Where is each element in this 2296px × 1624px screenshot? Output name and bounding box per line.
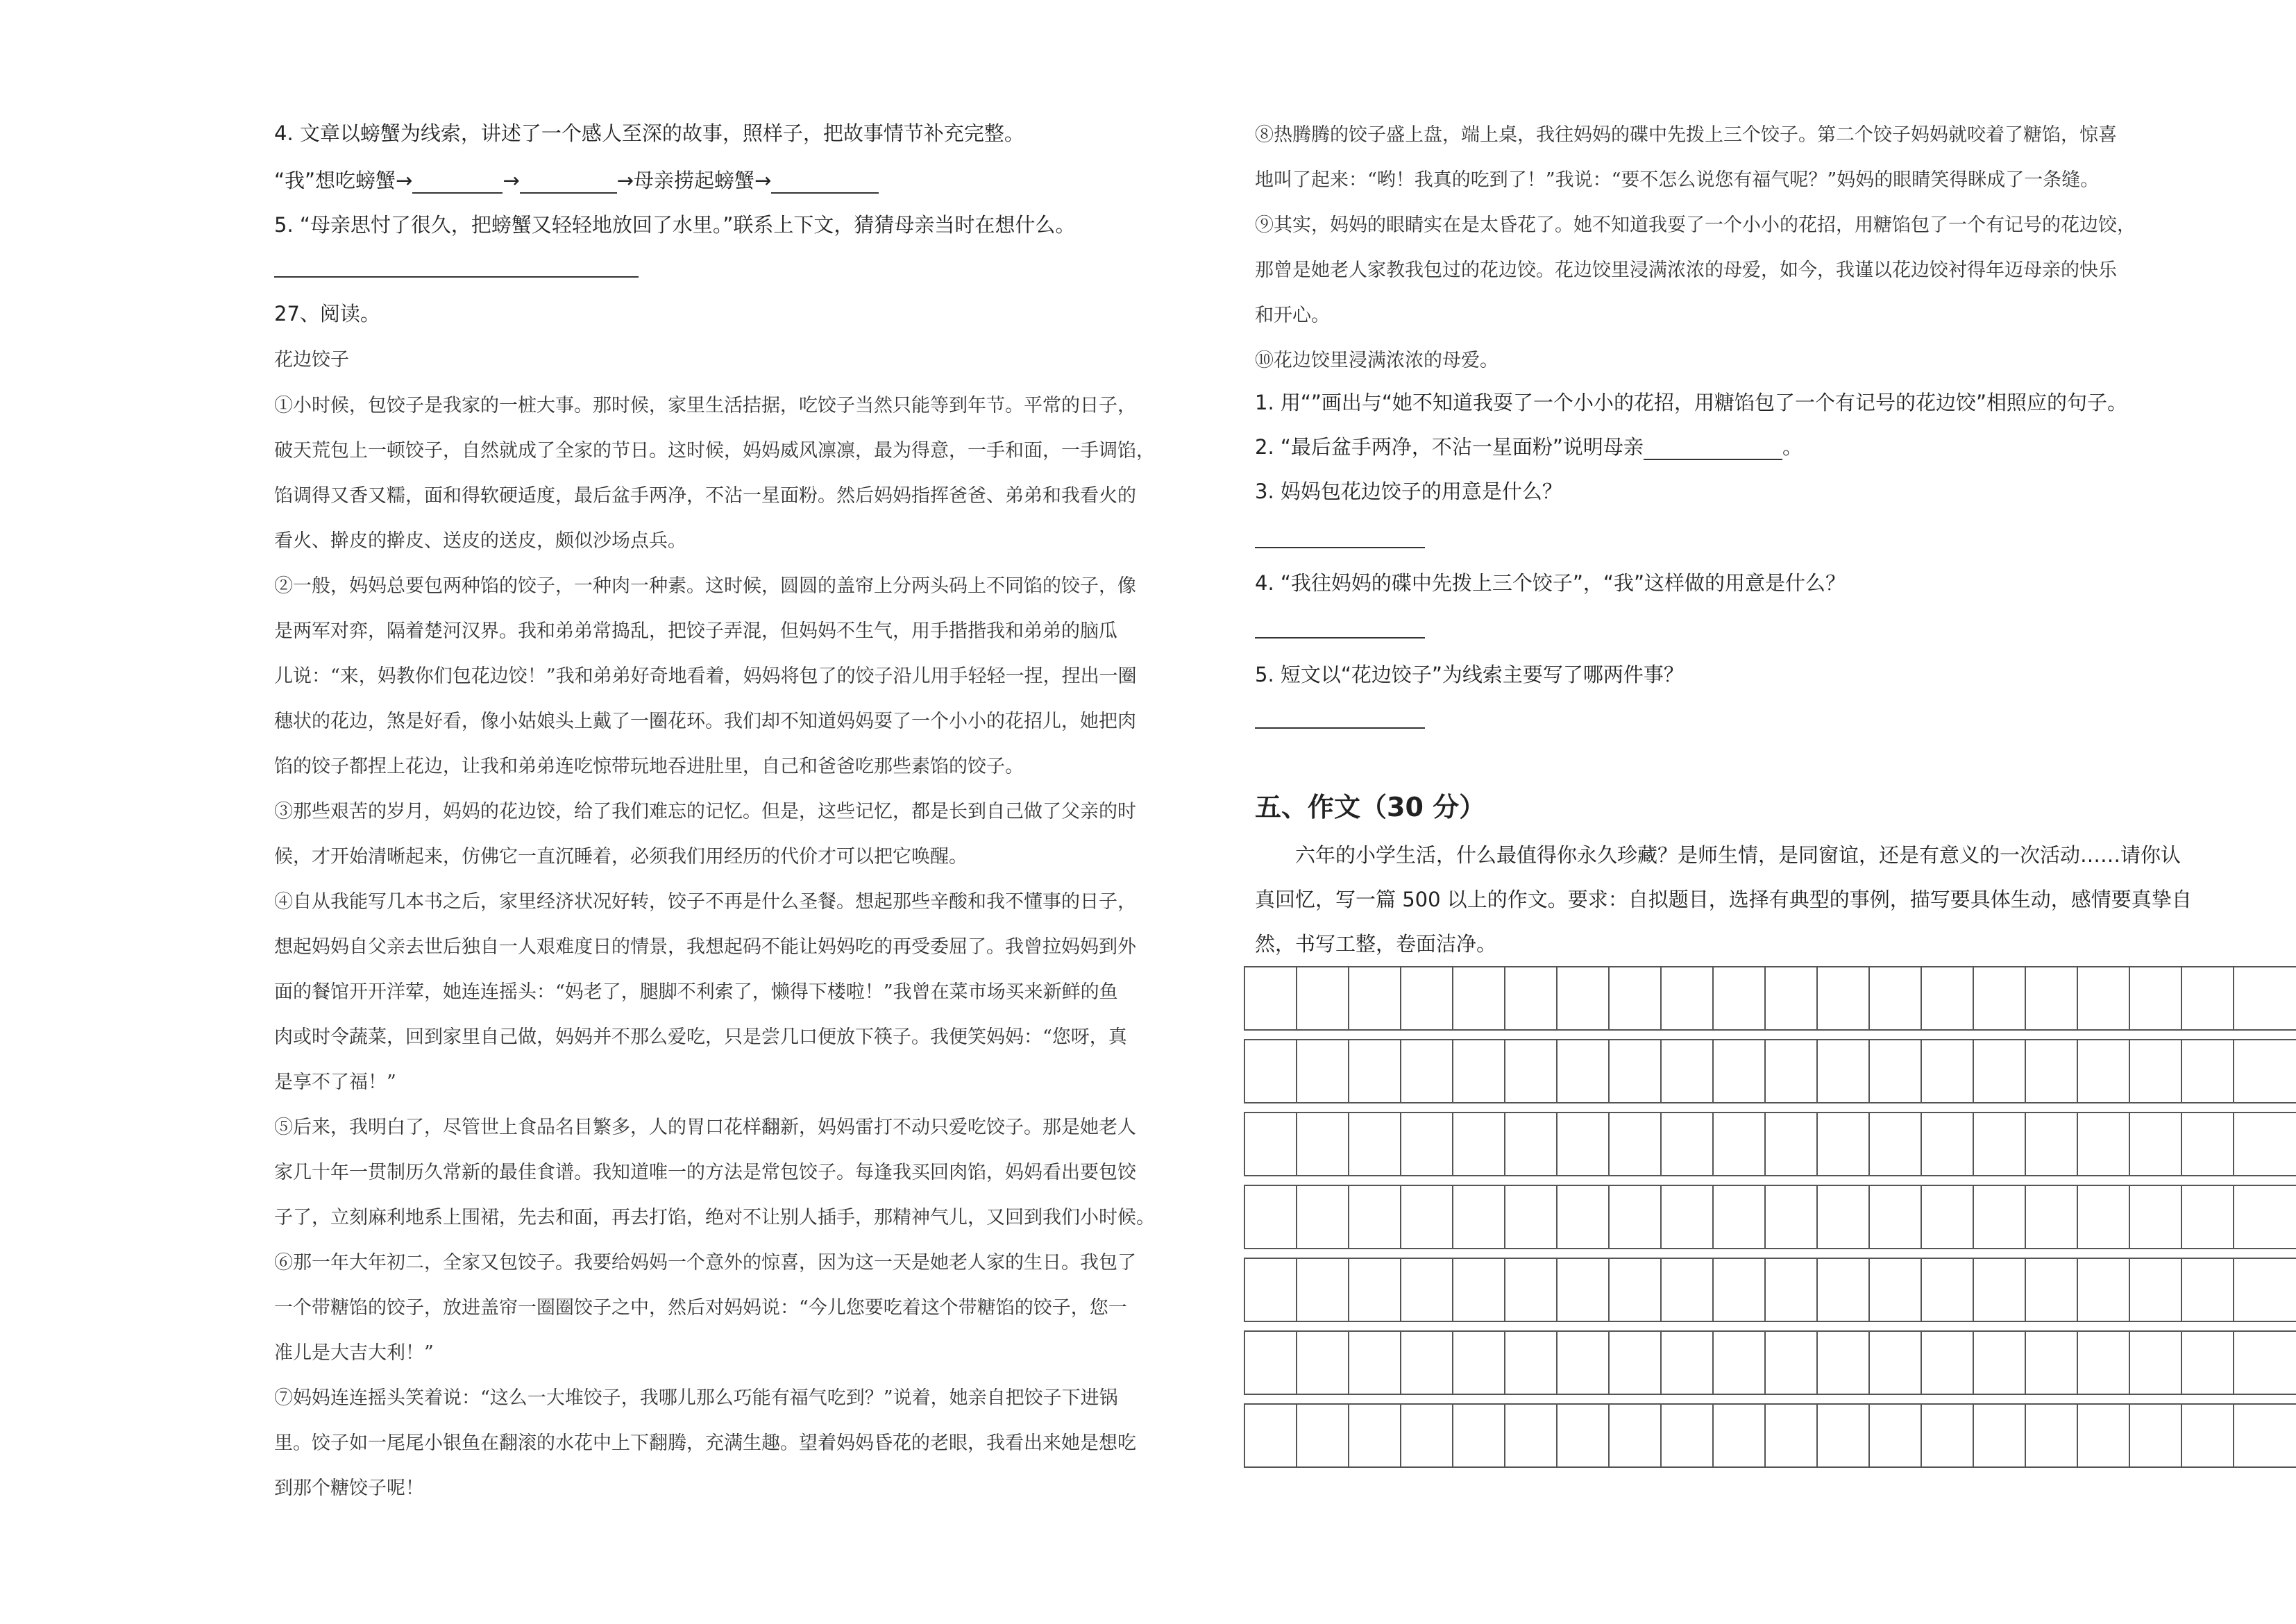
passage-line: ⑧热腾腾的饺子盛上盘，端上桌，我往妈妈的碟中先拨上三个饺子。第二个饺子妈妈就咬着了糖馅，惊喜 [1255, 124, 2117, 146]
grid-cell[interactable] [1816, 1186, 1868, 1248]
grid-cell[interactable] [1608, 1040, 1660, 1102]
grid-cell[interactable] [1452, 1186, 1504, 1248]
grid-cell[interactable] [1921, 1332, 1973, 1394]
grid-cell[interactable] [1400, 967, 1452, 1029]
grid-cell[interactable] [1348, 1405, 1400, 1466]
grid-cell[interactable] [1452, 1259, 1504, 1321]
grid-cell[interactable] [1504, 1040, 1556, 1102]
answer-line-q4[interactable] [1255, 637, 1425, 638]
grid-cell[interactable] [1712, 1259, 1764, 1321]
grid-cell[interactable] [1921, 1113, 1973, 1175]
grid-cell[interactable] [2129, 1186, 2181, 1248]
chain-mid: →母亲捞起螃蟹→ [616, 169, 772, 192]
grid-cell[interactable] [1660, 1040, 1712, 1102]
grid-cell[interactable] [1660, 967, 1712, 1029]
passage-line: ②一般，妈妈总要包两种馅的饺子，一种肉一种素。这时候，圆圆的盖帘上分两头码上不同馅的饺子，像 [274, 575, 1136, 597]
grid-cell[interactable] [1244, 1113, 1296, 1175]
passage-line: 家几十年一贯制历久常新的最佳食谱。我知道唯一的方法是常包饺子。每逢我买回肉馅，妈妈看出要包饺 [274, 1162, 1136, 1183]
grid-cell[interactable] [1712, 1332, 1764, 1394]
grid-cell[interactable] [2025, 1186, 2077, 1248]
q2-text: 2. “最后盆手两净，不沾一星面粉”说明母亲 [1255, 435, 1644, 459]
grid-cell[interactable] [1400, 1186, 1452, 1248]
grid-cell[interactable] [1296, 1113, 1348, 1175]
passage-line: 和开心。 [1255, 305, 1330, 326]
grid-cell[interactable] [1816, 967, 1868, 1029]
passage-line: ⑥那一年大年初二，全家又包饺子。我要给妈妈一个意外的惊喜，因为这一天是她老人家的生日。我包了 [274, 1252, 1136, 1274]
grid-cell[interactable] [1556, 1040, 1608, 1102]
grid-cell[interactable] [1504, 1113, 1556, 1175]
passage-line: ⑦妈妈连连摇头笑着说：“这么一大堆饺子，我哪儿那么巧能有福气吃到？”说着，她亲自把饺子下进锅 [274, 1387, 1118, 1409]
grid-cell[interactable] [2233, 1259, 2285, 1321]
question-4-prompt: 4. 文章以螃蟹为线索，讲述了一个感人至深的故事，照样子，把故事情节补充完整。 [274, 121, 1024, 145]
grid-cell[interactable] [1400, 1040, 1452, 1102]
grid-cell[interactable] [1452, 1040, 1504, 1102]
grid-cell[interactable] [2077, 1259, 2129, 1321]
question-27-heading: 27、阅读。 [274, 302, 380, 325]
grid-cell[interactable] [2181, 967, 2233, 1029]
grid-cell[interactable] [1504, 967, 1556, 1029]
grid-cell[interactable] [1973, 967, 2025, 1029]
grid-cell[interactable] [2181, 1040, 2233, 1102]
grid-cell[interactable] [1816, 1113, 1868, 1175]
grid-cell[interactable] [1296, 1186, 1348, 1248]
grid-cell[interactable] [1973, 1040, 2025, 1102]
grid-cell[interactable] [1400, 1113, 1452, 1175]
grid-row [1244, 1403, 2296, 1468]
grid-cell[interactable] [1973, 1113, 2025, 1175]
grid-cell[interactable] [2181, 1259, 2233, 1321]
q2-end: 。 [1782, 435, 1803, 459]
grid-cell[interactable] [1504, 1405, 1556, 1466]
passage-line: 看火、擀皮的擀皮、送皮的送皮，颇似沙场点兵。 [274, 530, 686, 552]
grid-row [1244, 1112, 2296, 1176]
grid-cell[interactable] [2233, 1332, 2285, 1394]
passage-line: ①小时候，包饺子是我家的一桩大事。那时候，家里生活拮据，吃饺子当然只能等到年节。平常的日子， [274, 395, 1136, 416]
passage-line: 准儿是大吉大利！” [274, 1342, 434, 1364]
grid-cell[interactable] [2129, 1113, 2181, 1175]
grid-row [1244, 1330, 2296, 1395]
grid-cell[interactable] [1764, 1405, 1816, 1466]
passage-line: 候，才开始清晰起来，仿佛它一直沉睡着，必须我们用经历的代价才可以把它唤醒。 [274, 846, 968, 868]
grid-cell[interactable] [1244, 1259, 1296, 1321]
grid-cell[interactable] [2129, 1405, 2181, 1466]
grid-cell[interactable] [1608, 1113, 1660, 1175]
grid-row [1244, 966, 2296, 1031]
chain-blank-2[interactable] [520, 171, 617, 194]
grid-cell[interactable] [1244, 967, 1296, 1029]
passage-line: 想起妈妈自父亲去世后独自一人艰难度日的情景，我想起码不能让妈妈吃的再受委屈了。我曾拉妈妈到外 [274, 936, 1136, 958]
grid-cell[interactable] [2181, 1405, 2233, 1466]
grid-cell[interactable] [1556, 1332, 1608, 1394]
grid-cell[interactable] [2025, 1332, 2077, 1394]
passage-line: 地叫了起来：“哟！我真的吃到了！”我说：“要不怎么说您有福气呢？”妈妈的眼睛笑得眯成了一条缝。 [1255, 169, 2100, 191]
grid-cell[interactable] [1244, 1040, 1296, 1102]
grid-cell[interactable] [2233, 1113, 2285, 1175]
grid-cell[interactable] [2129, 1259, 2181, 1321]
passage-line: ③那些艰苦的岁月，妈妈的花边饺，给了我们难忘的记忆。但是，这些记忆，都是长到自己做了父亲的时 [274, 801, 1136, 822]
grid-cell[interactable] [1452, 1113, 1504, 1175]
grid-cell[interactable] [2233, 1186, 2285, 1248]
grid-cell[interactable] [1973, 1186, 2025, 1248]
grid-cell[interactable] [1868, 1259, 1921, 1321]
grid-cell[interactable] [2181, 1332, 2233, 1394]
passage-line: 馅调得又香又糯，面和得软硬适度，最后盆手两净，不沾一星面粉。然后妈妈指挥爸爸、弟弟和我看火的 [274, 485, 1136, 507]
grid-cell[interactable] [1764, 967, 1816, 1029]
grid-cell[interactable] [1660, 1186, 1712, 1248]
passage-line: 穗状的花边，煞是好看，像小姑娘头上戴了一圈花环。我们却不知道妈妈耍了一个小小的花招儿，她把肉 [274, 711, 1136, 732]
grid-cell[interactable] [1660, 1332, 1712, 1394]
chain-blank-3[interactable] [771, 171, 879, 194]
grid-cell[interactable] [1712, 1186, 1764, 1248]
passage-line: 是两军对弈，隔着楚河汉界。我和弟弟常捣乱，把饺子弄混，但妈妈不生气，用手揩揩我和弟弟的脑瓜 [274, 620, 1117, 642]
grid-cell[interactable] [1608, 1405, 1660, 1466]
question-3-prompt: 3. 妈妈包花边饺子的用意是什么？ [1255, 480, 1562, 503]
grid-cell[interactable] [2025, 1113, 2077, 1175]
grid-cell[interactable] [1504, 1186, 1556, 1248]
essay-instruction-line-2: 真回忆，写一篇 500 以上的作文。要求：自拟题目，选择有典型的事例，描写要具体生动，感情要真挚自 [1255, 888, 2192, 911]
composition-grid[interactable] [1244, 966, 2296, 1476]
grid-cell[interactable] [1660, 1405, 1712, 1466]
grid-cell[interactable] [1608, 1259, 1660, 1321]
grid-cell[interactable] [2077, 1040, 2129, 1102]
grid-cell[interactable] [2025, 1405, 2077, 1466]
passage-line: 是享不了福！” [274, 1072, 396, 1093]
grid-cell[interactable] [1816, 1405, 1868, 1466]
essay-instruction-line-3: 然，书写工整，卷面洁净。 [1255, 932, 1497, 956]
question-5-prompt: 5. “母亲思忖了很久，把螃蟹又轻轻地放回了水里。”联系上下文，猜猜母亲当时在想什么。 [274, 213, 1076, 237]
grid-cell[interactable] [2233, 1040, 2285, 1102]
answer-line-q5[interactable] [274, 276, 639, 278]
grid-cell[interactable] [1400, 1405, 1452, 1466]
grid-cell[interactable] [1348, 1040, 1400, 1102]
grid-cell[interactable] [2077, 967, 2129, 1029]
grid-cell[interactable] [1296, 967, 1348, 1029]
grid-cell[interactable] [1764, 1113, 1816, 1175]
grid-cell[interactable] [1608, 967, 1660, 1029]
grid-cell[interactable] [1504, 1259, 1556, 1321]
grid-cell[interactable] [2233, 967, 2285, 1029]
grid-cell[interactable] [1348, 1259, 1400, 1321]
grid-cell[interactable] [1556, 1405, 1608, 1466]
grid-cell[interactable] [1348, 1113, 1400, 1175]
grid-row [1244, 1039, 2296, 1103]
question-1-prompt: 1. 用“”画出与“她不知道我耍了一个小小的花招，用糖馅包了一个有记号的花边饺”相照应的句子。 [1255, 391, 2127, 414]
grid-cell[interactable] [1348, 1332, 1400, 1394]
section-title: 五、作文（30 分） [1255, 792, 1486, 822]
grid-cell[interactable] [1868, 1040, 1921, 1102]
grid-cell[interactable] [1608, 1332, 1660, 1394]
essay-instruction-line-1: 六年的小学生活，什么最值得你永久珍藏？是师生情，是同窗谊，还是有意义的一次活动……请你认 [1295, 843, 2181, 867]
grid-cell[interactable] [1921, 1259, 1973, 1321]
grid-cell[interactable] [2025, 967, 2077, 1029]
answer-line-q3[interactable] [1255, 547, 1425, 548]
grid-cell[interactable] [1764, 1186, 1816, 1248]
passage-line: 子了，立刻麻利地系上围裙，先去和面，再去打馅，绝对不让别人插手，那精神气儿，又回到我们小时候。 [274, 1207, 1155, 1228]
grid-cell[interactable] [1400, 1259, 1452, 1321]
grid-cell[interactable] [1973, 1259, 2025, 1321]
grid-cell[interactable] [1816, 1332, 1868, 1394]
grid-cell[interactable] [1244, 1186, 1296, 1248]
question-4-prompt-right: 4. “我往妈妈的碟中先拨上三个饺子”，“我”这样做的用意是什么？ [1255, 571, 1846, 595]
grid-cell[interactable] [1556, 1186, 1608, 1248]
passage-line: 一个带糖馅的饺子，放进盖帘一圈圈饺子之中，然后对妈妈说：“今儿您要吃着这个带糖馅的饺子，您一 [274, 1297, 1127, 1319]
grid-cell[interactable] [1348, 967, 1400, 1029]
passage-line: 里。饺子如一尾尾小银鱼在翻滚的水花中上下翻腾，充满生趣。望着妈妈昏花的老眼，我看出来她是想吃 [274, 1432, 1136, 1454]
passage-line: ⑤后来，我明白了，尽管世上食品名目繁多，人的胃口花样翻新，妈妈雷打不动只爱吃饺子。那是她老人 [274, 1117, 1136, 1138]
grid-cell[interactable] [1764, 1332, 1816, 1394]
grid-cell[interactable] [1608, 1186, 1660, 1248]
grid-cell[interactable] [1712, 1040, 1764, 1102]
passage-line: 馅的饺子都捏上花边，让我和弟弟连吃惊带玩地吞进肚里，自己和爸爸吃那些素馅的饺子。 [274, 756, 1024, 777]
grid-cell[interactable] [1400, 1332, 1452, 1394]
grid-cell[interactable] [1244, 1332, 1296, 1394]
grid-row [1244, 1258, 2296, 1322]
grid-cell[interactable] [1921, 1040, 1973, 1102]
grid-cell[interactable] [2077, 1186, 2129, 1248]
grid-cell[interactable] [2181, 1186, 2233, 1248]
grid-cell[interactable] [1556, 1259, 1608, 1321]
grid-cell[interactable] [1244, 1405, 1296, 1466]
grid-cell[interactable] [1556, 1113, 1608, 1175]
grid-cell[interactable] [1712, 967, 1764, 1029]
question-2-prompt [1255, 432, 1803, 460]
grid-cell[interactable] [1296, 1332, 1348, 1394]
passage-line: ④自从我能写几本书之后，家里经济状况好转，饺子不再是什么圣餐。想起那些辛酸和我不懂事的日子， [274, 891, 1136, 913]
grid-cell[interactable] [1452, 1405, 1504, 1466]
grid-cell[interactable] [1868, 1186, 1921, 1248]
grid-cell[interactable] [1764, 1259, 1816, 1321]
chain-blank-1[interactable] [412, 171, 503, 194]
grid-cell[interactable] [1296, 1040, 1348, 1102]
q2-blank[interactable] [1644, 438, 1782, 460]
passage-line: 面的餐馆开开洋荤，她连连摇头：“妈老了，腿脚不利索了，懒得下楼啦！”我曾在菜市场买来新鲜的鱼 [274, 981, 1118, 1003]
grid-cell[interactable] [2025, 1259, 2077, 1321]
grid-cell[interactable] [2129, 1040, 2181, 1102]
chain-arrow: → [503, 169, 520, 192]
grid-row [1244, 1185, 2296, 1249]
grid-cell[interactable] [2129, 967, 2181, 1029]
grid-cell[interactable] [1921, 1405, 1973, 1466]
grid-cell[interactable] [1764, 1040, 1816, 1102]
grid-cell[interactable] [1973, 1332, 2025, 1394]
grid-cell[interactable] [2129, 1332, 2181, 1394]
passage-line: 肉或时令蔬菜，回到家里自己做，妈妈并不那么爱吃，只是尝几口便放下筷子。我便笑妈妈：“您呀，真 [274, 1026, 1127, 1048]
grid-cell[interactable] [1348, 1186, 1400, 1248]
grid-cell[interactable] [2077, 1113, 2129, 1175]
grid-cell[interactable] [1452, 967, 1504, 1029]
grid-cell[interactable] [1816, 1040, 1868, 1102]
grid-cell[interactable] [1921, 967, 1973, 1029]
passage-line: 破天荒包上一顿饺子，自然就成了全家的节日。这时候，妈妈威风凛凛，最为得意，一手和面，一手调馅， [274, 440, 1155, 462]
chain-start: “我”想吃螃蟹→ [274, 169, 413, 192]
grid-cell[interactable] [1452, 1332, 1504, 1394]
passage-line: ⑩花边饺里浸满浓浓的母爱。 [1255, 350, 1499, 371]
grid-cell[interactable] [1296, 1259, 1348, 1321]
grid-cell[interactable] [1973, 1405, 2025, 1466]
question-5-prompt-right: 5. 短文以“花边饺子”为线索主要写了哪两件事？ [1255, 663, 1684, 686]
passage-line: 到那个糖饺子呢！ [274, 1478, 424, 1499]
plot-chain [274, 165, 879, 194]
passage-line: ⑨其实，妈妈的眼睛实在是太昏花了。她不知道我耍了一个小小的花招，用糖馅包了一个有记号的花边饺， [1255, 214, 2136, 236]
grid-cell[interactable] [1504, 1332, 1556, 1394]
grid-cell[interactable] [1868, 1405, 1921, 1466]
grid-cell[interactable] [2233, 1405, 2285, 1466]
grid-cell[interactable] [2181, 1113, 2233, 1175]
grid-cell[interactable] [1816, 1259, 1868, 1321]
answer-line-q5-right[interactable] [1255, 727, 1425, 729]
grid-cell[interactable] [1296, 1405, 1348, 1466]
grid-cell[interactable] [1712, 1405, 1764, 1466]
grid-cell[interactable] [1556, 967, 1608, 1029]
grid-cell[interactable] [1712, 1113, 1764, 1175]
passage-line: 儿说：“来，妈教你们包花边饺！”我和弟弟好奇地看着，妈妈将包了的饺子沿儿用手轻轻一捏，捏出一圈 [274, 666, 1137, 687]
grid-cell[interactable] [1868, 1332, 1921, 1394]
passage-line: 那曾是她老人家教我包过的花边饺。花边饺里浸满浓浓的母爱，如今，我谨以花边饺衬得年迈母亲的快乐 [1255, 260, 2117, 281]
grid-cell[interactable] [1868, 967, 1921, 1029]
grid-cell[interactable] [1921, 1186, 1973, 1248]
grid-cell[interactable] [1868, 1113, 1921, 1175]
grid-cell[interactable] [2077, 1332, 2129, 1394]
grid-cell[interactable] [2025, 1040, 2077, 1102]
passage-title: 花边饺子 [274, 349, 349, 371]
grid-cell[interactable] [2077, 1405, 2129, 1466]
grid-cell[interactable] [1660, 1259, 1712, 1321]
grid-cell[interactable] [1660, 1113, 1712, 1175]
